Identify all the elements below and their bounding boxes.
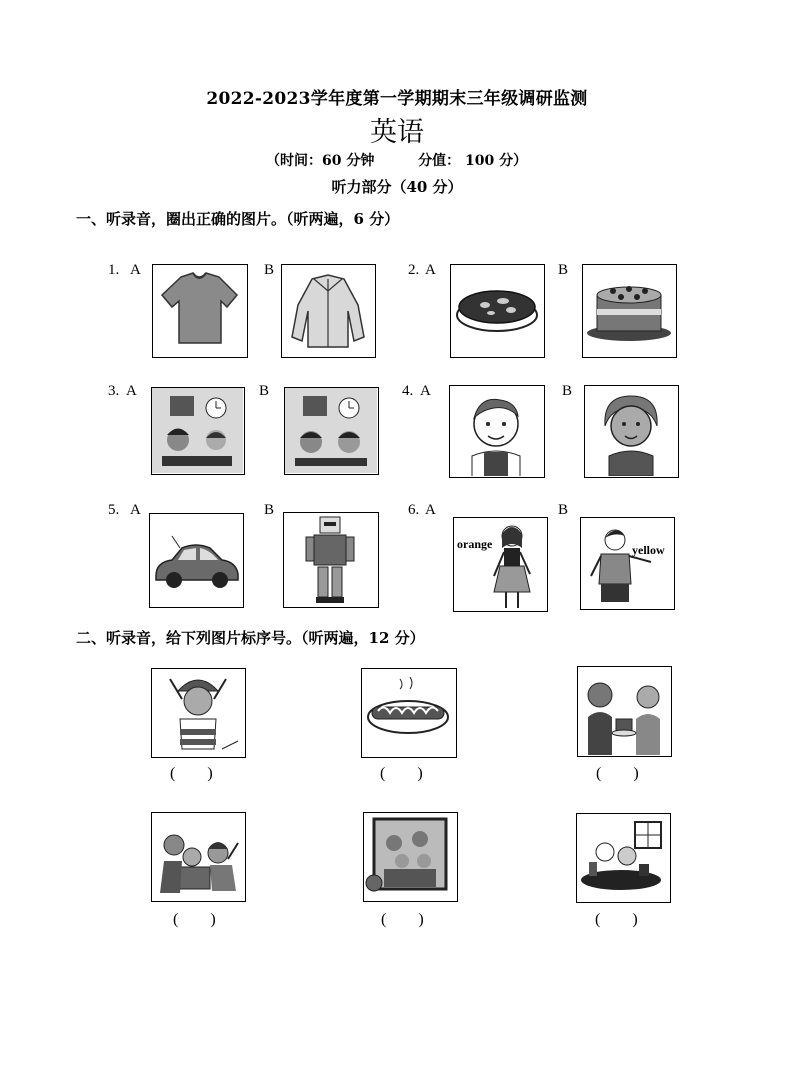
blank-2[interactable]: ( ) (380, 765, 423, 782)
q1-option-b: B (264, 262, 275, 278)
blank-3[interactable]: ( ) (596, 765, 639, 782)
blank-5[interactable]: ( ) (381, 911, 424, 928)
blank-4[interactable]: ( ) (173, 911, 216, 928)
boy-shirt-picture[interactable] (580, 517, 675, 610)
classroom-boy-girl-picture[interactable] (151, 387, 245, 475)
q6-number: 6. (408, 502, 420, 518)
cake-picture[interactable] (582, 264, 677, 358)
pie-picture[interactable] (450, 264, 545, 358)
time-label: （时间：60 分钟 (266, 153, 375, 169)
q1-option-a: A (130, 262, 141, 278)
girl-face-picture[interactable] (584, 385, 679, 478)
jacket-picture[interactable] (281, 264, 376, 358)
q5-option-a: A (130, 502, 141, 518)
party-picture[interactable] (576, 813, 671, 903)
q4-option-b: B (562, 383, 573, 399)
q5-option-b: B (264, 502, 275, 518)
time-score-row (266, 150, 527, 170)
boy-cap-picture[interactable] (151, 668, 246, 758)
q6-option-a: A (425, 502, 436, 518)
q2-option-a: A (425, 262, 436, 278)
friends-gift-picture[interactable] (577, 666, 672, 757)
q1-number: 1. (108, 262, 120, 278)
family-photo-picture[interactable] (363, 812, 458, 902)
exam-title: 2022-2023学年度第一学期期末三年级调研监测 (206, 89, 588, 109)
classroom-two-boys-picture[interactable] (284, 387, 379, 475)
q3-option-b: B (259, 383, 270, 399)
robot-picture[interactable] (283, 512, 379, 608)
q3-option-a: A (126, 383, 137, 399)
q6-a-word: orange (457, 537, 493, 551)
blank-1[interactable]: ( ) (170, 765, 213, 782)
q3-number: 3. (108, 383, 120, 399)
q5-number: 5. (108, 502, 120, 518)
boy-face-picture[interactable] (449, 385, 545, 478)
score-label: 分值： 100 分） (418, 153, 528, 169)
q4-option-a: A (420, 383, 431, 399)
t-shirt-picture[interactable] (152, 264, 248, 358)
car-picture[interactable] (149, 513, 244, 608)
q2-number: 2. (408, 262, 420, 278)
section1-heading: 一、听录音，圈出正确的图片。（听两遍，6 分） (76, 210, 400, 228)
blank-6[interactable]: ( ) (595, 911, 638, 928)
hotdog-picture[interactable] (361, 668, 457, 758)
girl-skirt-picture[interactable] (453, 517, 548, 612)
q2-option-b: B (558, 262, 569, 278)
q6-b-word: yellow (632, 543, 665, 557)
part-title: 听力部分（40 分） (331, 178, 463, 196)
q4-number: 4. (402, 383, 414, 399)
subject-title: 英语 (370, 117, 424, 148)
section2-heading: 二、听录音，给下列图片标序号。（听两遍，12 分） (76, 629, 425, 647)
kids-box-picture[interactable] (151, 812, 246, 902)
q6-option-b: B (558, 502, 569, 518)
